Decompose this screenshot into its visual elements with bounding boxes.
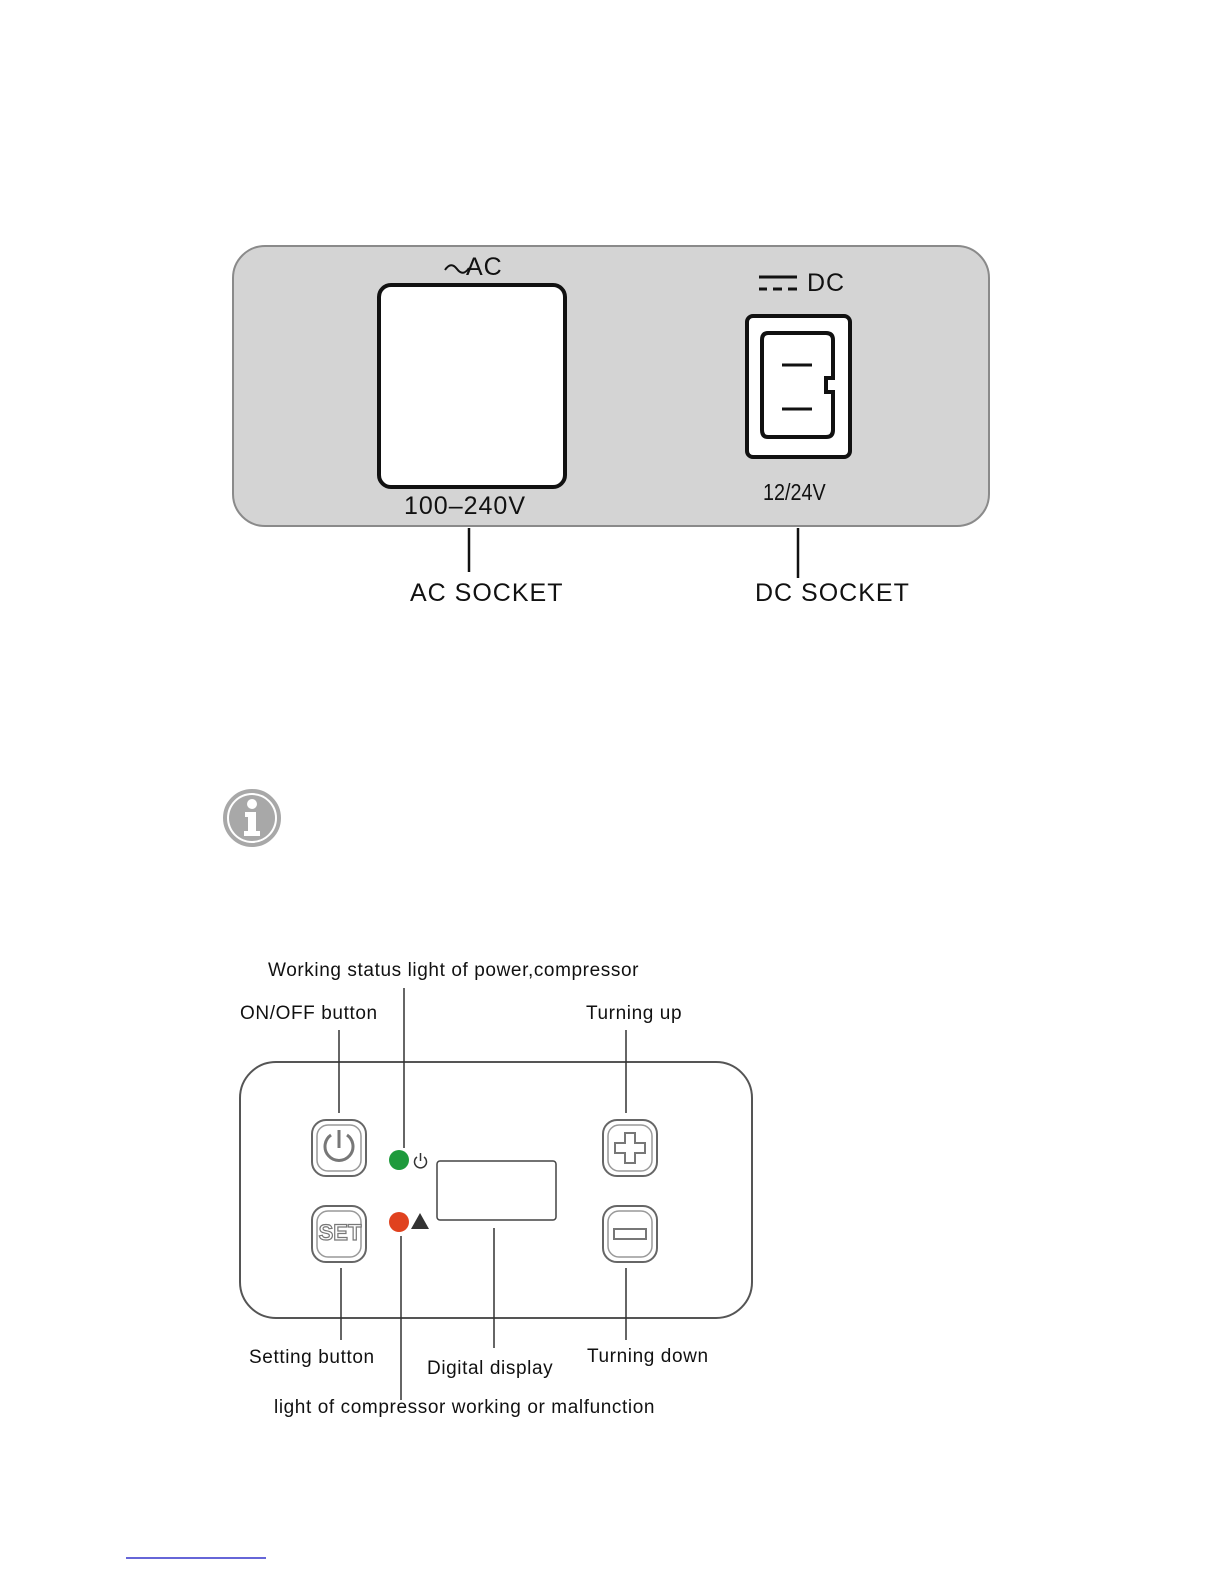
setting-callout: Setting button [249,1347,375,1368]
status-light-callout: Working status light of power,compressor [268,960,640,981]
turning-down-button[interactable] [603,1206,657,1262]
set-button-label: SET [318,1220,362,1245]
dc-socket-callout: DC SOCKET [755,579,910,607]
compressor-fault-led [389,1212,409,1232]
compressor-light-callout: light of compressor working or malfunction [274,1397,656,1418]
power-status-led [389,1150,409,1170]
turning-down-callout: Turning down [587,1346,709,1367]
dc-voltage: 12/24V [763,479,826,505]
ac-header: AC [466,253,503,281]
turning-up-button[interactable] [603,1120,657,1176]
turning-up-callout: Turning up [586,1003,683,1024]
ac-voltage: 100–240V [404,492,527,520]
minus-icon [614,1229,646,1239]
digital-display [437,1161,556,1220]
digital-display-callout: Digital display [427,1358,554,1379]
on-off-button[interactable] [312,1120,366,1176]
dc-header: DC [807,269,846,297]
ac-socket-callout: AC SOCKET [410,579,564,607]
on-off-callout: ON/OFF button [240,1003,378,1024]
